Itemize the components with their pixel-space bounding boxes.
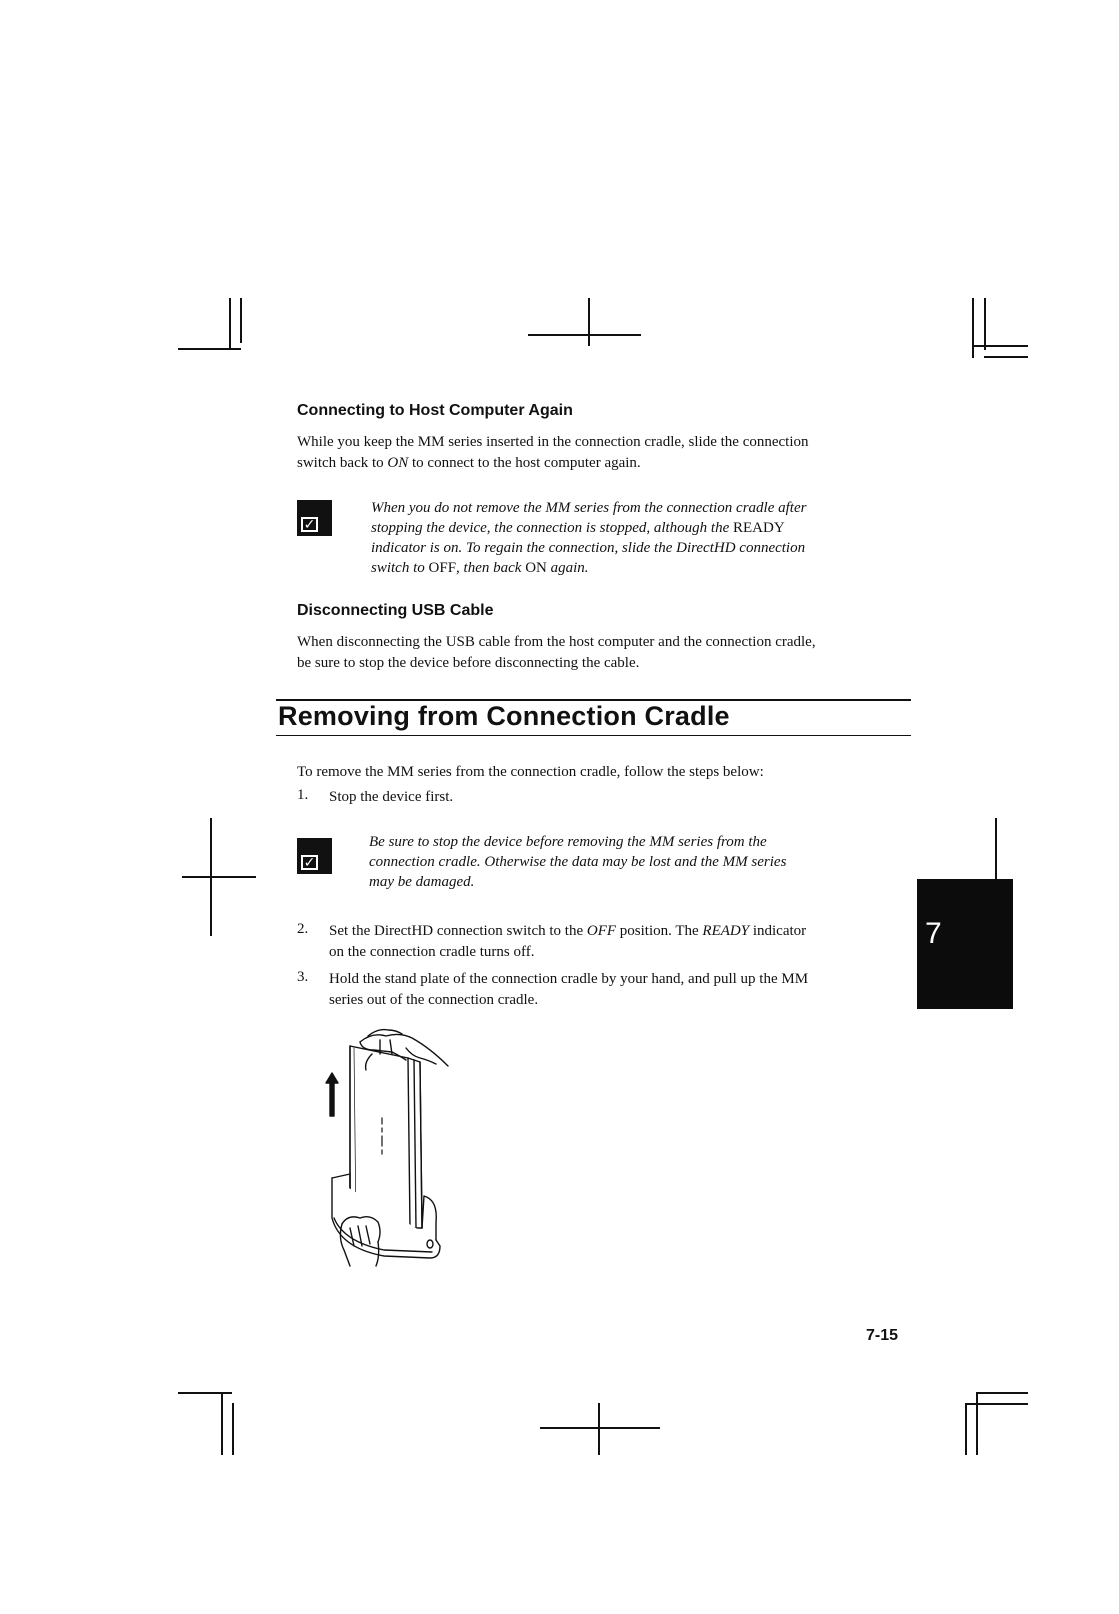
paragraph-disconnect-line1: When disconnecting the USB cable from the host computer and the connection cradle, [297, 634, 816, 650]
text-run: indicator [749, 923, 807, 939]
text-run: position. The [616, 923, 703, 939]
note-removing [369, 832, 909, 892]
note-line: may be damaged. [369, 874, 475, 890]
text-run: switch to [371, 560, 429, 576]
step-text [329, 969, 929, 1011]
chapter-tab [917, 879, 1013, 1009]
text-emphasis: ON [387, 455, 409, 471]
text-run: , then back [456, 560, 526, 576]
text-run: stopping the device, the connection is stopped, although the [371, 520, 734, 536]
note-line: Be sure to stop the device before removing the MM series from the [369, 834, 767, 850]
removing-intro: To remove the MM series from the connection cradle, follow the steps below: [297, 764, 764, 780]
text-emphasis: OFF [586, 923, 617, 939]
sub-heading-disconnect: Disconnecting USB Cable [297, 602, 494, 619]
checkbox-note-icon: ✓ [297, 500, 332, 536]
paragraph-reconnect-line2 [297, 453, 917, 474]
step-number: 2. [297, 921, 309, 937]
text-run: again. [546, 560, 589, 576]
note-line: connection cradle. Otherwise the data may be lost and the MM series [369, 854, 787, 870]
step-text: Stop the device first. [329, 789, 454, 805]
step-number: 3. [297, 969, 309, 985]
note-line [371, 518, 911, 538]
sub-heading-reconnect: Connecting to Host Computer Again [297, 402, 573, 419]
text-emphasis: READY [702, 923, 750, 939]
text-upright: OFF [428, 560, 457, 576]
cradle-removal-illustration [320, 1028, 470, 1268]
note-line [371, 558, 911, 578]
paragraph-reconnect [297, 432, 917, 474]
chapter-number: 7 [925, 917, 942, 950]
text-run: to connect to the host computer again. [408, 455, 641, 471]
step-line: on the connection cradle turns off. [329, 944, 535, 960]
text-run: Set the DirectHD connection switch to the [329, 923, 587, 939]
paragraph-disconnect [297, 632, 927, 674]
note-reconnect [371, 498, 911, 578]
text-run: switch back to [297, 455, 388, 471]
text-upright: READY [733, 520, 785, 536]
paragraph-disconnect-line2: be sure to stop the device before disconnecting the cable. [297, 655, 640, 671]
text-upright: ON [525, 560, 547, 576]
note-line: indicator is on. To regain the connection, slide the DirectHD connection [371, 540, 806, 556]
step-number: 1. [297, 787, 309, 803]
step-line: Hold the stand plate of the connection cradle by your hand, and pull up the MM [329, 971, 809, 987]
note-line: When you do not remove the MM series from the connection cradle after [371, 500, 807, 516]
paragraph-reconnect-line1: While you keep the MM series inserted in the connection cradle, slide the connection [297, 434, 809, 450]
step-line [329, 921, 929, 942]
section-title: Removing from Connection Cradle [278, 701, 730, 731]
checkbox-note-icon: ✓ [297, 838, 332, 874]
step-line: series out of the connection cradle. [329, 992, 539, 1008]
title-rule-bottom [276, 735, 911, 736]
step-text [329, 921, 929, 963]
page-number: 7-15 [866, 1327, 899, 1344]
